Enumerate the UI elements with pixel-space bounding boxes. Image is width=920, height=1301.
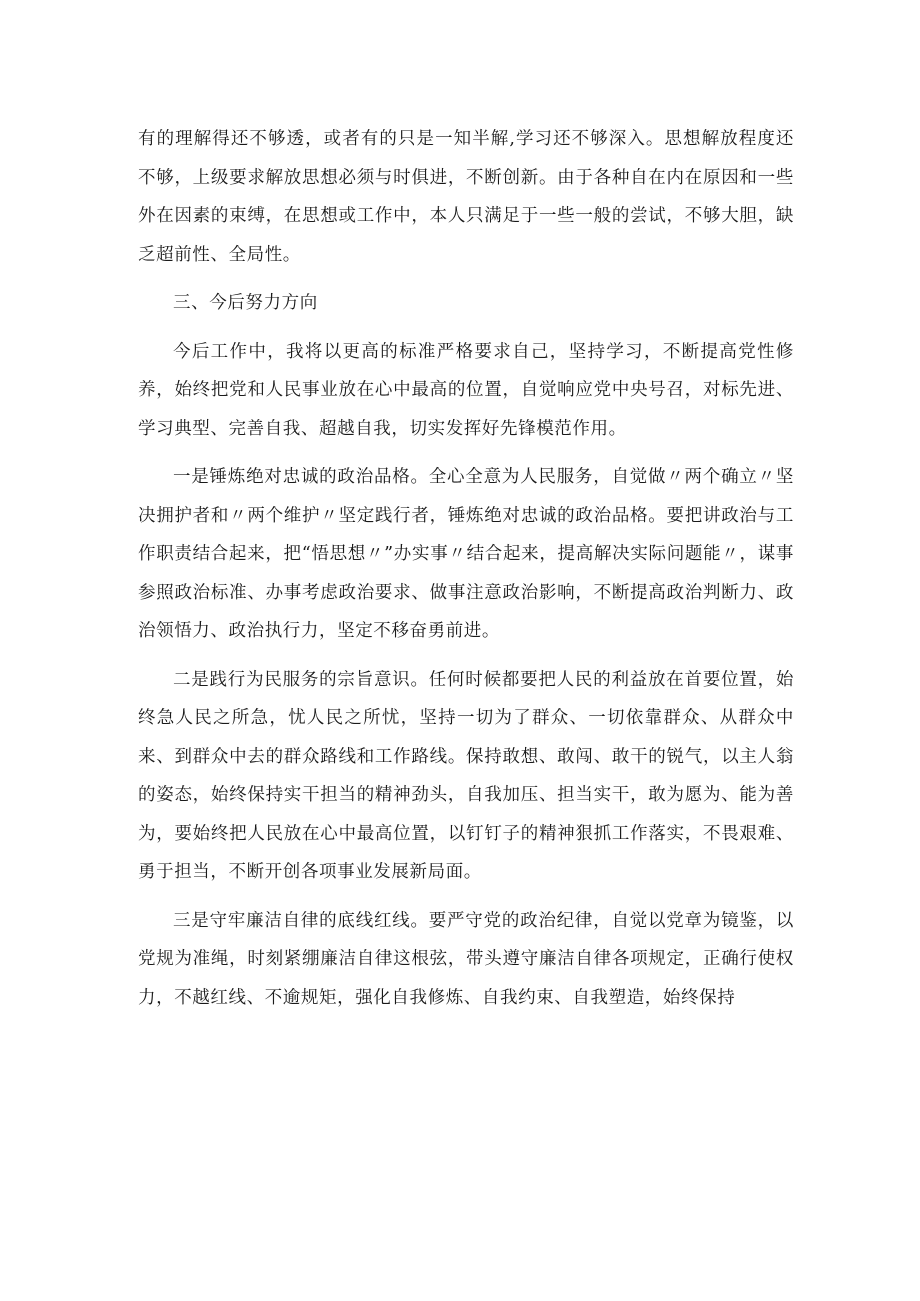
document-body [138,120,794,1027]
paragraph-point-three: 三是守牢廉洁自律的底线红线。要严守党的政治纪律，自觉以党章为镜鉴，以党规为准绳，时刻紧绷廉洁自律这根弦，带头遵守廉洁自律各项规定，正确行使权力，不越红线、不逾规矩，强化自我修炼、自我约束、自我塑造，始终保持 [138,910,794,1008]
paragraph-continuation: 有的理解得还不够透，或者有的只是一知半解,学习还不够深入。思想解放程度还不够，上级要求解放思想必须与时俱进，不断创新。由于各种自在内在原因和一些外在因素的束缚，在思想或工作中，本人只满足于一些一般的尝试，不够大胆，缺乏超前性、全局性。 [138,129,794,265]
section-heading: 三、今后努力方向 [173,293,318,313]
paragraph-point-two: 二是践行为民服务的宗旨意识。任何时候都要把人民的利益放在首要位置，始终急人民之所急，忧人民之所忧，坚持一切为了群众、一切依靠群众、从群众中来、到群众中去的群众路线和工作路线。保持敢想、敢闯、敢干的锐气，以主人翁的姿态，始终保持实干担当的精神劲头，自我加压、担当实干，敢为愿为、能为善为，要始终把人民放在心中最高位置，以钉钉子的精神狠抓工作落实，不畏艰难、勇于担当，不断开创各项事业发展新局面。 [138,669,794,882]
paragraph-intro: 今后工作中，我将以更高的标准严格要求自己，坚持学习，不断提高党性修养，始终把党和人民事业放在心中最高的位置，自觉响应党中央号召，对标先进、学习典型、完善自我、超越自我，切实发挥好先锋模范作用。 [138,341,794,439]
paragraph-point-one: 一是锤炼绝对忠诚的政治品格。全心全意为人民服务，自觉做〃两个确立〃坚决拥护者和〃两个维护〃坚定践行者，锤炼绝对忠诚的政治品格。要把讲政治与工作职责结合起来，把“悟思想〃”办实事〃结合起来，提高解决实际问题能〃，谋事参照政治标准、办事考虑政治要求、做事注意政治影响，不断提高政治判断力、政治领悟力、政治执行力，坚定不移奋勇前进。 [138,467,794,641]
